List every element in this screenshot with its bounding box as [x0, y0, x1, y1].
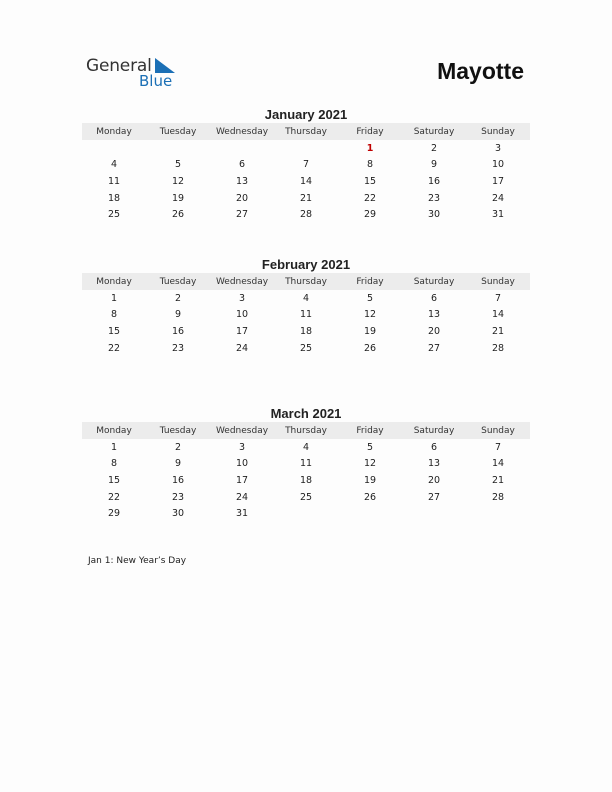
day-cell: 7 [494, 441, 502, 453]
day-cell: 13 [235, 175, 249, 187]
day-cell: 21 [491, 325, 505, 337]
day-cell: 8 [366, 159, 374, 171]
weekday-label: Monday [96, 425, 132, 436]
week-row [82, 472, 530, 489]
week-row [82, 140, 530, 157]
day-cell: 25 [107, 209, 121, 221]
holiday-note: Jan 1: New Year’s Day [88, 556, 187, 566]
day-cell: 18 [299, 325, 313, 337]
weekday-label: Friday [356, 276, 384, 287]
day-cell: 5 [174, 159, 182, 171]
day-cell: 1 [110, 441, 118, 453]
weekday-label: Tuesday [159, 276, 197, 287]
weekday-label: Thursday [285, 276, 327, 287]
day-cell: 19 [363, 474, 377, 486]
day-cell: 19 [363, 325, 377, 337]
day-cell: 3 [494, 142, 502, 154]
day-cell: 7 [302, 159, 310, 171]
day-cell: 13 [427, 309, 441, 321]
day-cell: 27 [427, 342, 441, 354]
weekday-label: Tuesday [159, 425, 197, 436]
day-cell: 11 [299, 458, 313, 470]
day-cell: 6 [430, 292, 438, 304]
day-cell: 10 [491, 159, 505, 171]
day-cell: 30 [171, 508, 185, 520]
week-row [82, 290, 530, 307]
week-row [82, 206, 530, 223]
day-cell: 23 [171, 342, 185, 354]
day-cell: 28 [491, 342, 505, 354]
weekday-label: Wednesday [215, 126, 269, 137]
weekday-label: Tuesday [159, 126, 197, 137]
weekday-label: Thursday [285, 425, 327, 436]
day-cell: 17 [235, 474, 249, 486]
day-cell: 3 [238, 441, 246, 453]
day-cell: 15 [107, 325, 121, 337]
day-cell: 15 [107, 474, 121, 486]
day-cell: 26 [171, 209, 185, 221]
week-row [82, 157, 530, 174]
weekday-label: Saturday [413, 276, 455, 287]
day-cell: 5 [366, 441, 374, 453]
day-cell: 23 [171, 491, 185, 503]
weekday-header [82, 123, 530, 140]
day-cell: 3 [238, 292, 246, 304]
day-cell: 12 [363, 458, 377, 470]
weekday-label: Friday [356, 126, 384, 137]
day-cell: 31 [491, 209, 505, 221]
day-cell: 8 [110, 458, 118, 470]
day-cell: 28 [299, 209, 313, 221]
day-cell: 22 [363, 192, 377, 204]
day-cell: 7 [494, 292, 502, 304]
weekday-label: Saturday [413, 126, 455, 137]
month-block [82, 256, 530, 356]
day-cell: 29 [363, 209, 377, 221]
weekday-header [82, 422, 530, 439]
day-cell: 16 [171, 325, 185, 337]
week-row [82, 505, 530, 522]
weekday-label: Sunday [481, 425, 515, 436]
weekday-label: Wednesday [215, 425, 269, 436]
logo-blue-text: Blue [139, 72, 173, 90]
week-row [82, 340, 530, 357]
day-cell: 18 [299, 474, 313, 486]
day-cell: 9 [430, 159, 438, 171]
day-cell: 4 [110, 159, 118, 171]
day-cell: 6 [430, 441, 438, 453]
day-cell: 20 [235, 192, 249, 204]
week-row [82, 323, 530, 340]
day-cell: 23 [427, 192, 441, 204]
day-cell: 18 [107, 192, 121, 204]
day-cell: 9 [174, 309, 182, 321]
day-cell: 2 [174, 441, 182, 453]
day-cell: 2 [430, 142, 438, 154]
holiday-day-cell: 1 [366, 142, 374, 154]
day-cell: 11 [299, 309, 313, 321]
day-cell: 20 [427, 474, 441, 486]
weekday-label: Sunday [481, 126, 515, 137]
weekday-label: Monday [96, 126, 132, 137]
day-cell: 20 [427, 325, 441, 337]
week-row [82, 190, 530, 207]
day-cell: 22 [107, 491, 121, 503]
day-cell: 26 [363, 342, 377, 354]
day-cell: 6 [238, 159, 246, 171]
logo-triangle-icon [155, 58, 175, 73]
day-cell: 17 [235, 325, 249, 337]
month-title: March 2021 [270, 406, 342, 421]
weekday-label: Monday [96, 276, 132, 287]
country-title: Mayotte [437, 58, 524, 84]
month-title: February 2021 [261, 257, 351, 272]
day-cell: 13 [427, 458, 441, 470]
day-cell: 14 [299, 175, 313, 187]
day-cell: 25 [299, 342, 313, 354]
week-row [82, 307, 530, 324]
day-cell: 2 [174, 292, 182, 304]
day-cell: 15 [363, 175, 377, 187]
day-cell: 30 [427, 209, 441, 221]
day-cell: 31 [235, 508, 249, 520]
day-cell: 11 [107, 175, 121, 187]
month-block [82, 106, 530, 223]
weekday-label: Wednesday [215, 276, 269, 287]
day-cell: 9 [174, 458, 182, 470]
day-cell: 12 [171, 175, 185, 187]
day-cell: 4 [302, 292, 310, 304]
day-cell: 21 [491, 474, 505, 486]
day-cell: 28 [491, 491, 505, 503]
day-cell: 22 [107, 342, 121, 354]
day-cell: 29 [107, 508, 121, 520]
weekday-label: Thursday [285, 126, 327, 137]
day-cell: 14 [491, 309, 505, 321]
day-cell: 25 [299, 491, 313, 503]
month-title: January 2021 [264, 107, 348, 122]
week-row [82, 456, 530, 473]
day-cell: 24 [491, 192, 505, 204]
day-cell: 4 [302, 441, 310, 453]
day-cell: 27 [235, 209, 249, 221]
day-cell: 16 [427, 175, 441, 187]
day-cell: 24 [235, 342, 249, 354]
weekday-label: Friday [356, 425, 384, 436]
day-cell: 26 [363, 491, 377, 503]
day-cell: 17 [491, 175, 505, 187]
generalblue-logo [86, 56, 186, 92]
day-cell: 14 [491, 458, 505, 470]
day-cell: 1 [110, 292, 118, 304]
weekday-header [82, 273, 530, 290]
day-cell: 10 [235, 458, 249, 470]
day-cell: 27 [427, 491, 441, 503]
logo-general-text: General [86, 56, 152, 76]
day-cell: 12 [363, 309, 377, 321]
week-row [82, 439, 530, 456]
day-cell: 21 [299, 192, 313, 204]
weekday-label: Saturday [413, 425, 455, 436]
week-row [82, 489, 530, 506]
day-cell: 10 [235, 309, 249, 321]
weekday-label: Sunday [481, 276, 515, 287]
day-cell: 19 [171, 192, 185, 204]
month-block [82, 405, 530, 522]
week-row [82, 173, 530, 190]
day-cell: 8 [110, 309, 118, 321]
day-cell: 16 [171, 474, 185, 486]
day-cell: 24 [235, 491, 249, 503]
day-cell: 5 [366, 292, 374, 304]
